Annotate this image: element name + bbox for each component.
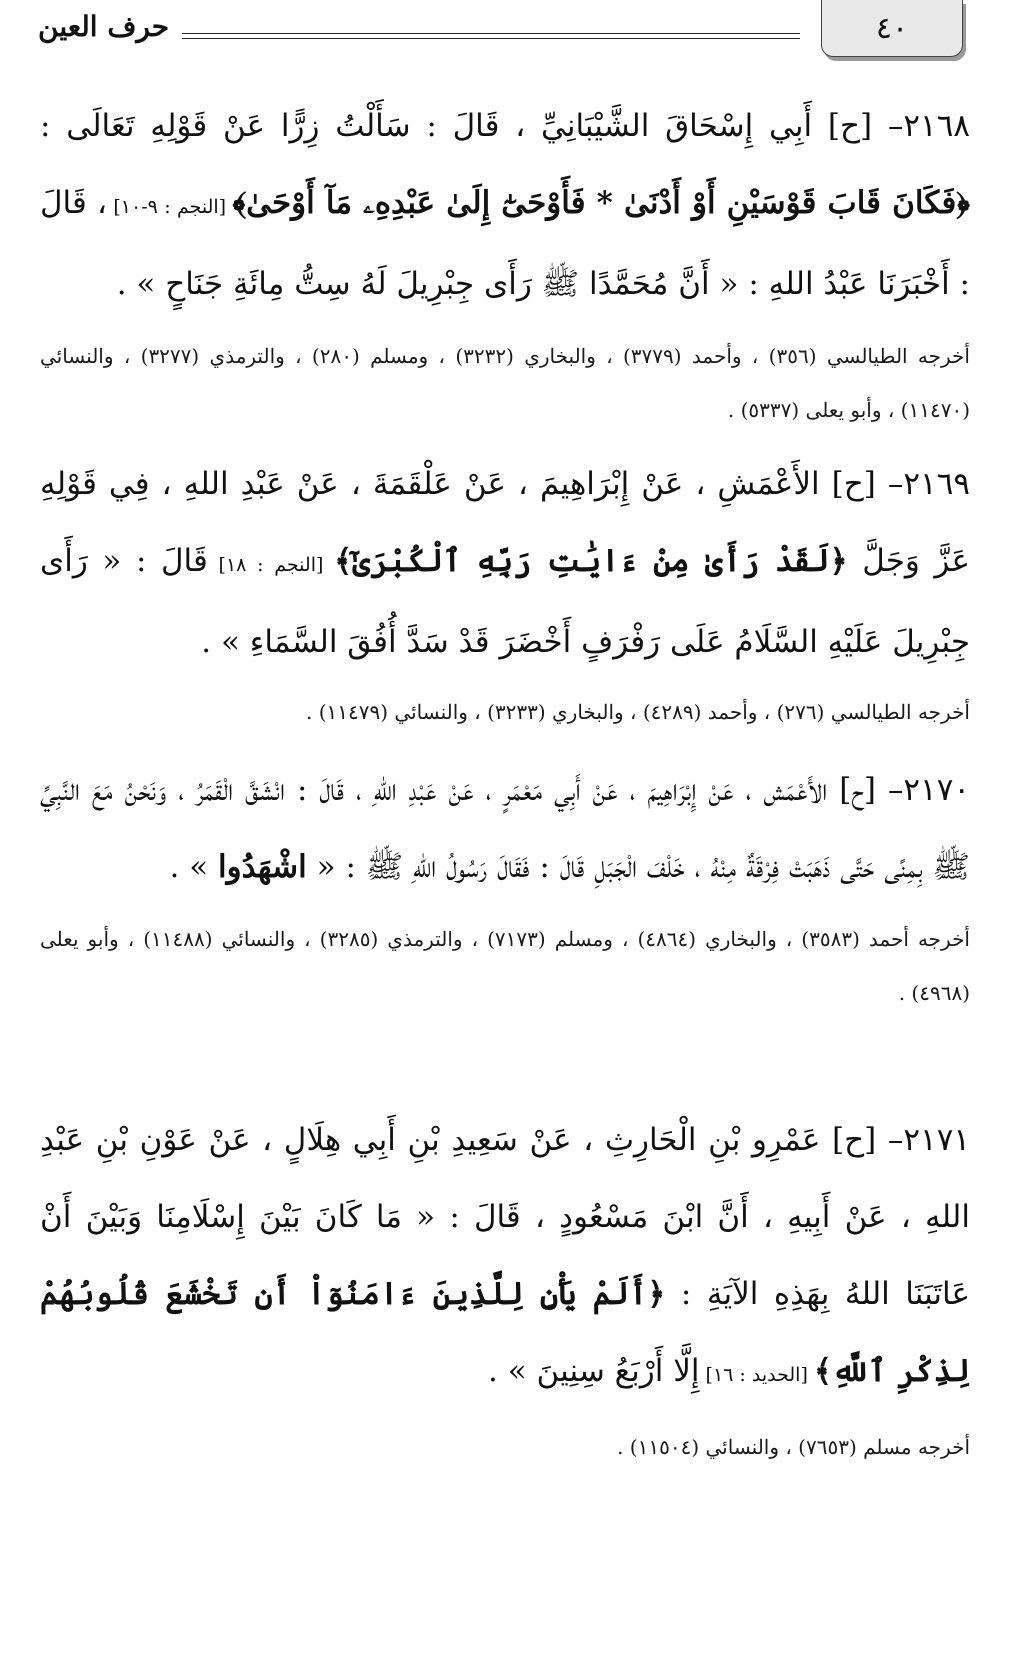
hadith-text: [40, 1102, 970, 1414]
hadith-number: ٢١٦٨: [903, 108, 970, 144]
hadith-number: ٢١٧١: [903, 1122, 970, 1158]
hadith-entry-2168: [40, 88, 970, 437]
header-rule: [182, 33, 800, 39]
verse-reference: [النجم : ٩-١٠]: [106, 196, 233, 218]
quran-verse: ﴿أَلَمْ يَأْنِ لِلَّذِينَ ءَامَنُوٓاْ أَن تَخْشَعَ قُلُوبُهُمْ لِذِكْرِ ٱللَّهِ﴾: [40, 1276, 970, 1389]
hadith-text: [40, 752, 970, 906]
hadith-isnad: – [ح] عَمْرِو بْنِ الْحَارِثِ ، عَنْ سَعِيدِ بْنِ أَبِي هِلَالٍ ، عَنْ عَوْنِ بْنِ عَبْدِ اللهِ ، عَنْ أَبِيهِ ، أَنَّ ابْنَ مَسْعُودٍ ، قَالَ : « مَا كَانَ بَيْنَ إِسْلَامِنَا وَبَيْنَ أَنْ عَاتَبَنَا اللهُ بِهَذِهِ الآيَةِ :: [40, 1122, 970, 1312]
hadith-number: ٢١٦٩: [903, 466, 970, 502]
hadith-text: [40, 88, 970, 323]
hadith-isnad: – [ح] أَبِي إِسْحَاقَ الشَّيْبَانِيِّ ، قَالَ : سَأَلْتُ زِرًّا عَنْ قَوْلِهِ تَعَالَى :: [40, 108, 904, 144]
verse-reference: [النجم : ١٨]: [207, 554, 335, 576]
hadith-entry-2170: [40, 752, 970, 1020]
hadith-isnad: – [ح] الأَعْمَشِ ، عَنْ إِبْرَاهِيمَ ، عَنْ عَلْقَمَةَ ، عَنْ عَبْدِ اللهِ ، فِي قَوْلِهِ عَزَّ وَجَلَّ: [40, 466, 970, 579]
page-header: [0, 0, 1010, 70]
hadith-matn: » .: [169, 849, 219, 885]
takhrij-footnote: أخرجه أحمد (٣٥٨٣) ، والبخاري (٤٨٦٤) ، ومسلم (٧١٧٣) ، والترمذي (٣٢٨٥) ، والنسائي (١١٤٨٨) ، وأبو يعلى (٤٩٦٨) .: [40, 927, 970, 1005]
hadith-text: [40, 446, 970, 681]
page-number: ٤٠: [821, 0, 963, 57]
takhrij-footnote: أخرجه الطيالسي (٢٧٦) ، وأحمد (٤٢٨٩) ، والبخاري (٣٢٣٣) ، والنسائي (١١٤٧٩) .: [305, 700, 970, 724]
takhrij-footnote: أخرجه الطيالسي (٣٥٦) ، وأحمد (٣٧٧٩) ، والبخاري (٣٢٣٢) ، ومسلم (٢٨٠) ، والترمذي (٣٢٧٧) ، والنسائي (١١٤٧٠) ، وأبو يعلى (٥٣٣٧) .: [40, 344, 970, 422]
hadith-matn: ، قَالَ : أَخْبَرَنَا عَبْدُ اللهِ : « أَنَّ مُحَمَّدًا ﷺ رَأَى جِبْرِيلَ لَهُ سِتُّ مِائَةِ جَنَاحٍ » .: [40, 185, 970, 302]
hadith-isnad: – [ح] الأَعْمَش ، عَنْ إِبْرَاهِيمَ ، عَنْ أَبِي مَعْمَرٍ ، عَنْ عَبْدِ اللهِ ، قَالَ : انْشَقَّ الْقَمَرُ ، وَنَحْنُ مَعَ النَّبِيِّ ﷺ بِمِنًى حَتَّى ذَهَبَتْ فِرْقَةٌ مِنْهُ ، خَلْفَ الْجَبَلِ قَالَ : فَقَالَ رَسُولُ اللهِ ﷺ : «: [40, 772, 970, 885]
hadith-matn: قَالَ : « رَأَى جِبْرِيلَ عَلَيْهِ السَّلَامُ عَلَى رَفْرَفٍ أَخْضَرَ قَدْ سَدَّ أُفُقَ السَّمَاءِ » .: [40, 543, 970, 660]
hadith-number: ٢١٧٠: [903, 772, 970, 808]
hadith-entry-2169: [40, 446, 970, 739]
takhrij-footnote: أخرجه مسلم (٧٦٥٣) ، والنسائي (١١٥٠٤) .: [617, 1435, 970, 1459]
verse-reference: [الحديد : ١٦]: [699, 1364, 814, 1386]
hadith-matn: إِلَّا أَرْبَعُ سِنِينَ » .: [487, 1353, 700, 1389]
quran-verse: ﴿لَقَدْ رَأَىٰ مِنْ ءَايَٰتِ رَبِّهِ ٱلْكُبْرَىٰٓ﴾: [334, 543, 848, 579]
quran-verse: ﴿فَكَانَ قَابَ قَوْسَيْنِ أَوْ أَدْنَىٰ * فَأَوْحَىٰٓ إِلَىٰ عَبْدِهِۦ مَآ أَوْحَىٰ﴾: [232, 185, 970, 221]
chapter-title: حرف العين: [38, 10, 170, 43]
prophetic-saying: اشْهَدُوا: [218, 849, 307, 885]
hadith-entry-2171: [40, 1102, 970, 1474]
